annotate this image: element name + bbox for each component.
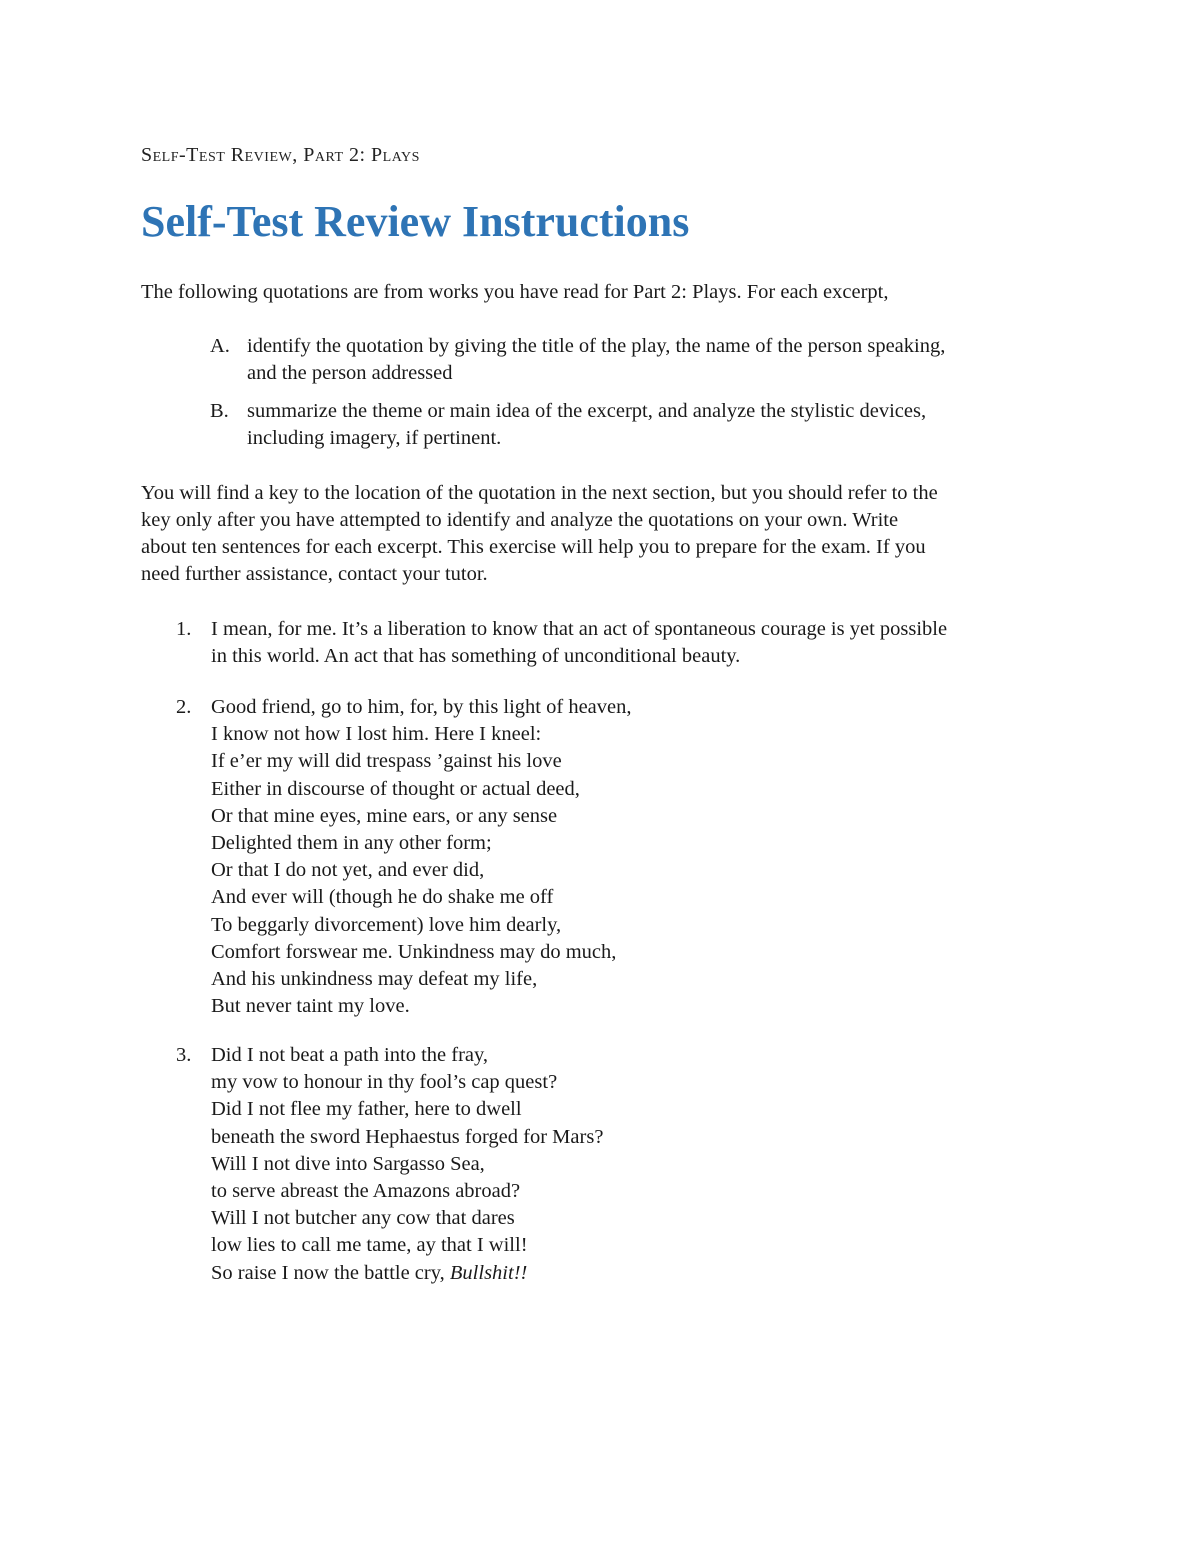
quotation-text: Good friend, go to him, for, by this light of heaven, I know not how I lost him. Here I kneel: If e’er my will did trespass ’gainst his love Either in discourse of thought or actual deed, Or that mine eyes, mine ears, or any sense Delighted them in any other form; Or that I do not yet, and ever did, And ever will (though he do shake me off To beggarly divorcement) love him dearly, Comfort forswear me. Unkindness may do much, And his unkindness may defeat my life, But never taint my love.	[211, 696, 632, 1018]
instruction-marker: B.	[210, 400, 229, 422]
running-header: Self-Test Review, Part 2: Plays	[141, 144, 420, 166]
instruction-text: identify the quotation by giving the title of the play, the name of the person speaking, and the person addressed	[247, 335, 946, 384]
closing-paragraph: You will find a key to the location of the quotation in the next section, but you should refer to the key only after you have attempted to identify and analyze the quotations on your own. Write about ten sentences for each excerpt. This exercise will help you to prepare for the exam. If you need further assistance, contact your tutor.	[141, 482, 938, 585]
battle-cry-emphasis: Bullshit!!	[449, 1261, 528, 1284]
instruction-text: summarize the theme or main idea of the excerpt, and analyze the stylistic devices, including imagery, if pertinent.	[247, 400, 927, 449]
page-title: Self-Test Review Instructions	[141, 197, 690, 246]
battle-cry-lead: So raise I now the battle cry,	[211, 1261, 450, 1284]
quotation-number: 3.	[176, 1044, 192, 1066]
intro-paragraph: The following quotations are from works you have read for Part 2: Plays. For each excerpt,	[141, 281, 889, 303]
instruction-marker: A.	[210, 335, 230, 357]
quotation-number: 2.	[176, 696, 192, 718]
quotation-text: I mean, for me. It’s a liberation to know that an act of spontaneous courage is yet possible in this world. An act that has something of unconditional beauty.	[211, 618, 948, 668]
quotation-text: Did I not beat a path into the fray, my vow to honour in thy fool’s cap quest? Did I not flee my father, here to dwell beneath the sword Hephaestus forged for Mars? Will I not dive into Sargasso Sea, to serve abreast the Amazons abroad? Will I not butcher any cow that dares low lies to call me tame, ay that I will! So raise I now the battle cry, Bullshit!!	[211, 1044, 604, 1284]
quotation-number: 1.	[176, 618, 192, 640]
